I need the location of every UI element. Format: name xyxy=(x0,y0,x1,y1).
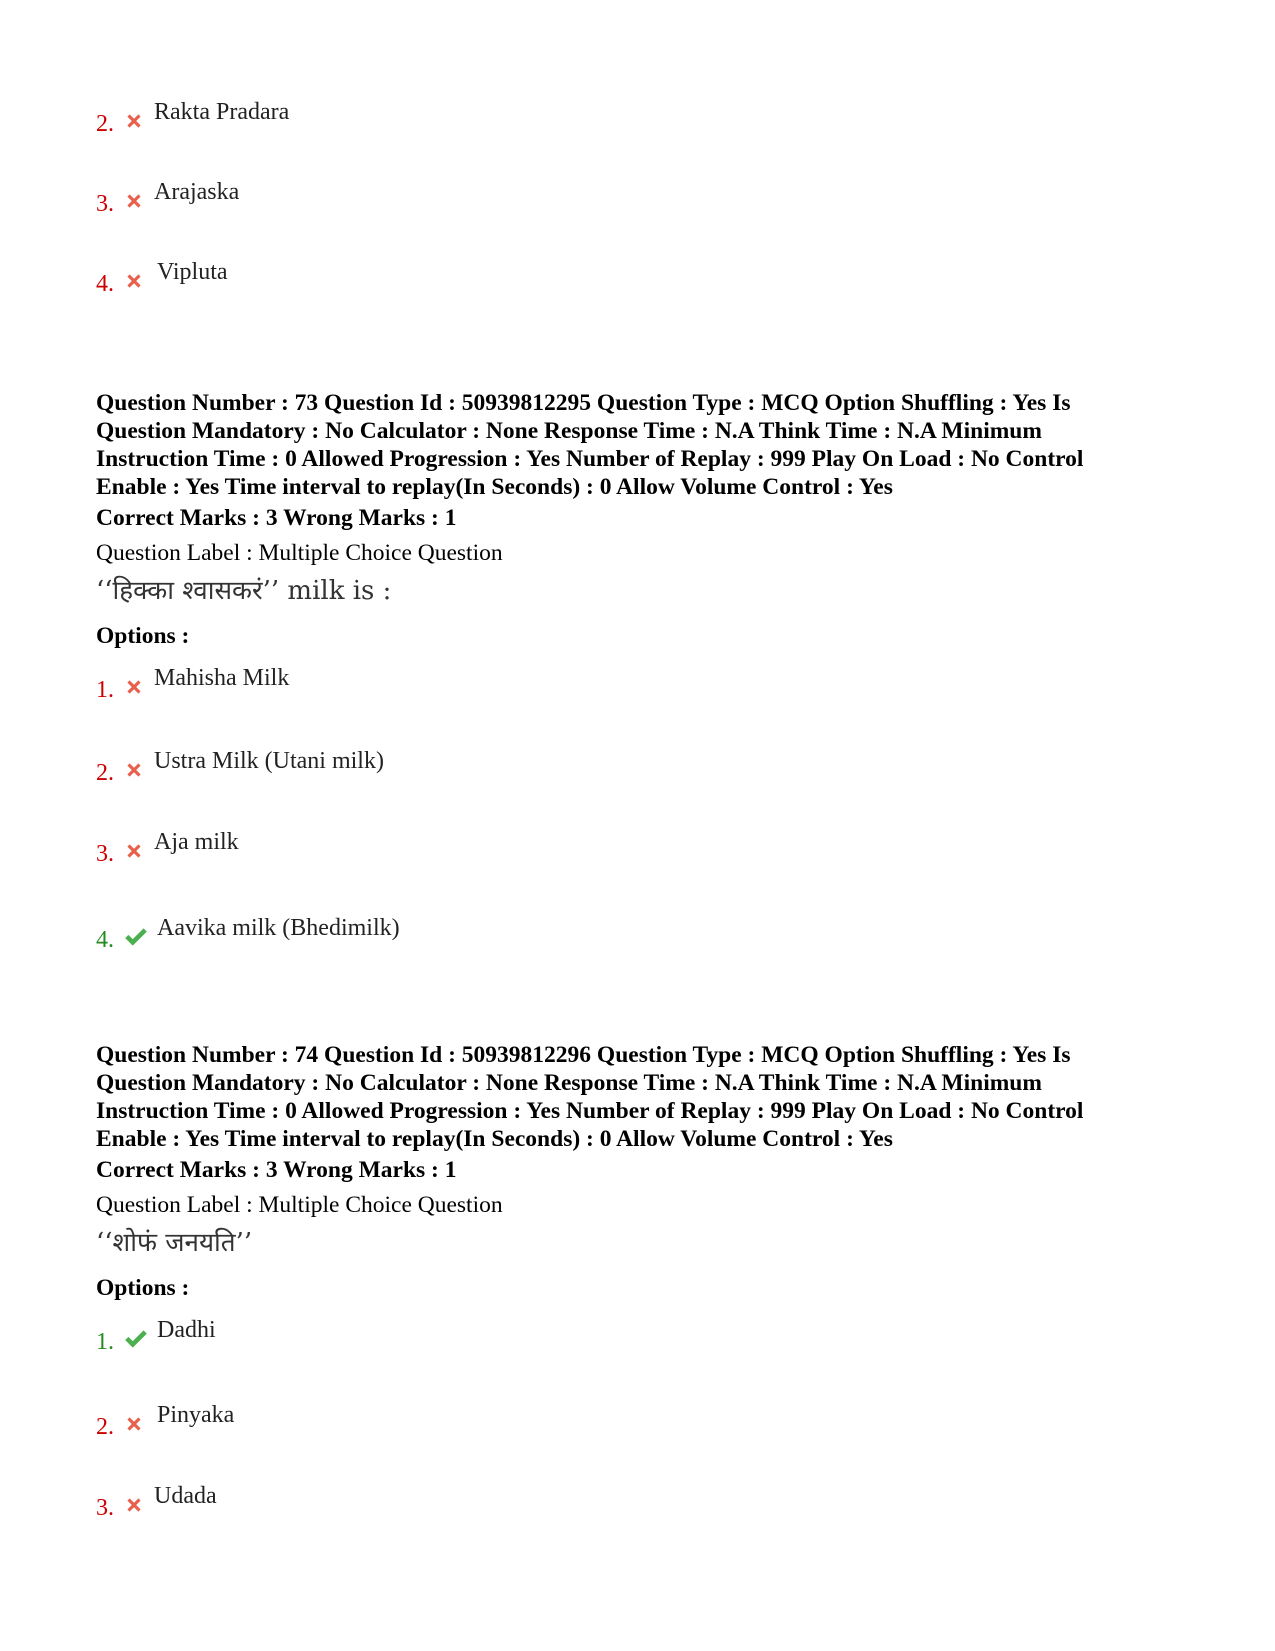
check-icon xyxy=(123,926,149,948)
option-number: 4. xyxy=(96,271,114,297)
option-number: 1. xyxy=(96,1329,114,1355)
cross-icon xyxy=(123,110,145,132)
meta-line: Instruction Time : 0 Allowed Progression : Yes Number of Replay : 999 Play On Load : No Control xyxy=(96,1098,1084,1124)
cross-icon xyxy=(123,759,145,781)
question-73-label: Question Label : Multiple Choice Question xyxy=(96,540,503,566)
option-text: Udada xyxy=(154,1483,217,1509)
option-number: 3. xyxy=(96,1495,114,1521)
cross-icon xyxy=(123,190,145,212)
question-73-meta xyxy=(96,389,1216,501)
question-74-label: Question Label : Multiple Choice Question xyxy=(96,1192,503,1218)
option-number: 3. xyxy=(96,191,114,217)
option-number: 2. xyxy=(96,760,114,786)
cross-icon xyxy=(123,270,145,292)
option-text: Ustra Milk (Utani milk) xyxy=(154,748,384,774)
cross-icon xyxy=(123,676,145,698)
question-74-options-label: Options : xyxy=(96,1275,190,1301)
option-number: 3. xyxy=(96,841,114,867)
question-74-meta xyxy=(96,1041,1216,1153)
option-number: 2. xyxy=(96,111,114,137)
option-number: 4. xyxy=(96,927,114,953)
meta-line: Question Number : 74 Question Id : 50939812296 Question Type : MCQ Option Shuffling : Yes Is xyxy=(96,1042,1071,1068)
option-number: 1. xyxy=(96,677,114,703)
question-74-text: ‘‘शोफं जनयति’’ xyxy=(96,1228,253,1258)
meta-line: Question Mandatory : No Calculator : None Response Time : N.A Think Time : N.A Minimum xyxy=(96,418,1042,444)
question-73-text: ‘‘हिक्का श्वासकरं’’ milk is : xyxy=(96,576,392,606)
meta-line: Question Mandatory : No Calculator : None Response Time : N.A Think Time : N.A Minimum xyxy=(96,1070,1042,1096)
option-text: Mahisha Milk xyxy=(154,665,290,691)
cross-icon xyxy=(123,840,145,862)
meta-line: Question Number : 73 Question Id : 50939812295 Question Type : MCQ Option Shuffling : Yes Is xyxy=(96,390,1071,416)
option-text: Aja milk xyxy=(154,829,239,855)
question-73-options-label: Options : xyxy=(96,623,190,649)
meta-line: Instruction Time : 0 Allowed Progression : Yes Number of Replay : 999 Play On Load : No Control xyxy=(96,446,1084,472)
check-icon xyxy=(123,1328,149,1350)
cross-icon xyxy=(123,1413,145,1435)
meta-line: Enable : Yes Time interval to replay(In Seconds) : 0 Allow Volume Control : Yes xyxy=(96,1126,893,1152)
option-text: Arajaska xyxy=(154,179,240,205)
question-73-marks: Correct Marks : 3 Wrong Marks : 1 xyxy=(96,505,457,531)
option-text: Vipluta xyxy=(157,259,228,285)
question-74-marks: Correct Marks : 3 Wrong Marks : 1 xyxy=(96,1157,457,1183)
option-text: Pinyaka xyxy=(157,1402,235,1428)
option-text: Rakta Pradara xyxy=(154,99,290,125)
meta-line: Enable : Yes Time interval to replay(In Seconds) : 0 Allow Volume Control : Yes xyxy=(96,474,893,500)
cross-icon xyxy=(123,1494,145,1516)
option-number: 2. xyxy=(96,1414,114,1440)
option-text: Aavika milk (Bhedimilk) xyxy=(157,915,400,941)
option-text: Dadhi xyxy=(157,1317,216,1343)
